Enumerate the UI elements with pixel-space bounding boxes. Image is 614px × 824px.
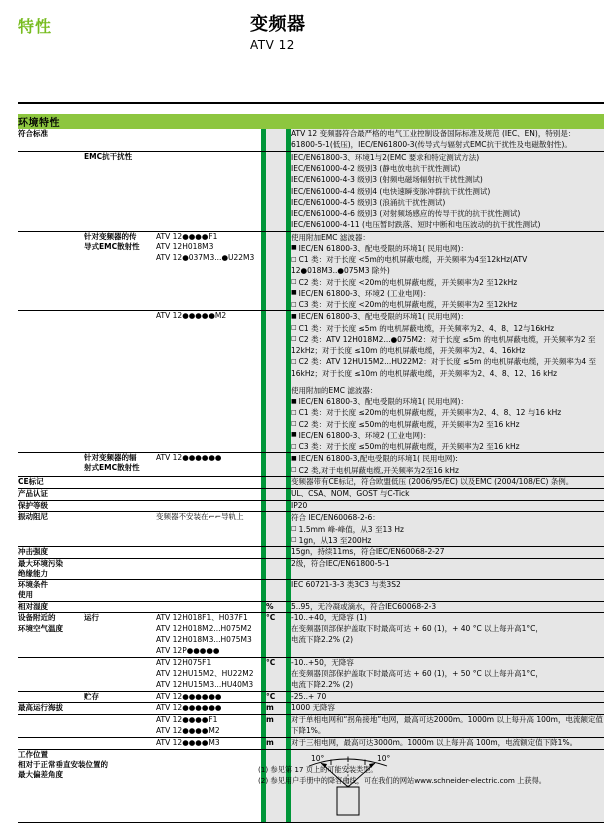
table-row <box>18 500 604 512</box>
row-label-standards: 符合标准 <box>18 129 48 138</box>
table-row <box>18 488 604 500</box>
temp-line: -10..+40，无降容 (1) <box>291 613 367 623</box>
emc-line: IEC/EN61000-4-2 级别3 (静电放电抗干扰性测试) <box>291 164 461 173</box>
row-mode-store: 贮存 <box>84 691 99 701</box>
row-refs-storage <box>156 691 261 703</box>
table-row <box>18 476 604 488</box>
unit-cell <box>266 231 286 311</box>
tilt-angle-left: 10° <box>311 753 325 763</box>
bullet-line <box>291 441 604 452</box>
ref-item: ATV 12●●●●M3 <box>156 738 220 747</box>
row-sublabel-conducted-emc <box>84 231 156 311</box>
temp-line: 在变频器顶部保护盖取下时最高可达 + 60 (1)，+ 50 °C 以上每升高1°C， <box>291 668 543 678</box>
bullet-text: C3 类：对于长度 ≤50m的电机屏蔽电缆，开关频率为2 至16 kHz <box>298 442 520 451</box>
row-value-pollution: 2级，符合IEC/EN61800-5-1 <box>291 559 604 580</box>
row-unit-ambient-g2: °C <box>266 657 286 691</box>
row-value-radiated-emc <box>291 453 604 477</box>
row-refs-conducted-emc-b <box>156 311 261 453</box>
op-pos-label-l3: 最大偏差角度 <box>18 770 63 780</box>
row-refs-altitude-3 <box>156 738 261 750</box>
bullet-line <box>291 453 604 464</box>
bullet-line <box>291 311 604 322</box>
bullet-text: C2 类：对于长度 <20m的电机屏蔽电缆，开关频率为2 至12kHz <box>298 277 518 287</box>
bullet-text: C1 类：对于长度 ≤20m的电机屏蔽电缆，开关频率为2、4、8、12 与16 kHz <box>298 408 562 418</box>
table-row <box>18 580 604 601</box>
bullet-marker: □ <box>291 255 297 263</box>
row-value-conducted-emc-b <box>291 311 604 453</box>
bullet-line <box>291 407 604 418</box>
row-label-product-cert: 产品认证 <box>18 488 48 498</box>
env-label-l2: 使用 <box>18 590 33 600</box>
bullet-line <box>291 243 604 254</box>
bullet-marker: □ <box>291 466 297 473</box>
spec-table-wrapper <box>18 114 604 823</box>
row-label-spacer <box>18 231 84 311</box>
row-label-spacer <box>18 657 84 691</box>
unit-cell <box>266 500 286 512</box>
footer-rule-cell <box>18 822 604 823</box>
row-refs-vibration: 变频器不安装在⌐⌐导轨上 <box>156 512 244 522</box>
row-sublabel-emc-immunity: EMC抗干扰性 <box>84 151 133 161</box>
temp-line: -10..+50，无降容 <box>291 657 354 667</box>
table-row <box>18 703 604 715</box>
page-title: 变频器 <box>250 14 306 35</box>
bullet-line <box>291 299 604 310</box>
row-value-protection: IP20 <box>291 500 604 512</box>
radiated-emc-label-l1: 针对变频器的辐 <box>84 453 137 463</box>
op-pos-label-l1: 工作位置 <box>18 749 48 759</box>
bullet-text: IEC/EN 61800-3、配电受限的环境1( 民用电网)： <box>298 397 468 406</box>
row-sublabel-spacer <box>84 311 156 453</box>
bullet-line <box>291 535 604 546</box>
row-value-standards <box>291 129 604 151</box>
bullet-line <box>291 323 604 334</box>
bullet-text: C2 类：对于长度 ≤50m的电机屏蔽电缆，开关频率为2 至16 kHz <box>298 419 520 429</box>
row-unit-humidity: % <box>266 601 286 613</box>
bullet-text: C2 类：ATV 12HU15M2...HU22M2：对于长度 ≤5m 的电机屏蔽电缆，开关频率为4 至16kHz；对于长度 ≤10m 的电机屏蔽电缆，开关频率为2、4、8、12、16 kHz <box>291 357 597 378</box>
conducted-emc-label-l1: 针对变频器的传 <box>84 231 137 241</box>
row-label-spacer <box>18 311 84 453</box>
row-value-humidity: 5..95，无冷凝或滴水，符合IEC60068-2-3 <box>291 601 604 613</box>
row-label-spacer <box>18 453 84 477</box>
section-band-title: 环境特性 <box>18 114 604 129</box>
row-refs-altitude-1 <box>156 703 261 715</box>
bullet-marker: □ <box>291 300 297 308</box>
table-row <box>18 512 604 547</box>
bullet-marker: □ <box>291 408 297 416</box>
row-label-pollution <box>18 559 261 580</box>
table-row <box>18 151 604 231</box>
bullet-text: 1.5mm 峰-峰值，从3 至13 Hz <box>298 524 404 534</box>
block-b-intro: 使用附加的EMC 滤波器： <box>291 385 378 395</box>
table-footer-rule <box>18 822 604 823</box>
bullet-text: C1 类：对于长度 <5m的电机屏蔽电缆，开关频率为4至12kHz(ATV 12●018M3..●075M3 除外) <box>291 255 528 276</box>
row-value-storage: -25..+ 70 <box>291 691 604 703</box>
emc-line: IEC/EN61000-4-4 级别4 (电快速瞬变脉冲群抗干扰性测试) <box>291 186 491 196</box>
bullet-line <box>291 277 604 288</box>
ref-item: ATV 12H018M2...H075M2 <box>156 624 252 634</box>
bullet-line <box>291 356 604 379</box>
block-a-intro: 使用附加EMC 滤波器： <box>291 232 370 242</box>
op-pos-label-l2: 相对于正常垂直安装位置的 <box>18 760 108 769</box>
ref-item: ATV 12H075F1 <box>156 657 212 667</box>
table-row <box>18 613 604 658</box>
table-row <box>18 559 604 580</box>
row-refs-ambient-g2 <box>156 657 261 691</box>
standards-line-1: ATV 12 变频器符合最严格的电气工业控制设备国际标准及规范 (IEC、EN)，特别是： <box>291 129 576 138</box>
ref-item: ATV 12●●●●●● <box>156 691 222 701</box>
row-label-altitude: 最高运行海拔 <box>18 703 63 713</box>
unit-cell <box>266 476 286 488</box>
bullet-line <box>291 419 604 430</box>
unit-cell <box>266 151 286 231</box>
table-row <box>18 547 604 559</box>
unit-cell <box>266 580 286 601</box>
row-value-ce-mark: 变频器带有CE标记，符合欧盟低压 (2006/95/EC) 以及EMC (2004/108/EC) 条例。 <box>291 476 604 488</box>
ref-item: ATV 12H018F1、H037F1 <box>156 613 248 623</box>
bullet-text: IEC/EN 61800-3、环境2 (工业电网)： <box>298 288 431 298</box>
page-header <box>0 0 614 100</box>
bullet-marker: □ <box>291 357 297 365</box>
temp-line: 电流下降2.2% (2) <box>291 635 354 645</box>
bullet-text: IEC/EN 61800-3,配电受限的环境1( 民用电网): <box>298 454 458 464</box>
row-refs-radiated-emc <box>156 453 261 477</box>
bullet-marker: □ <box>291 324 297 331</box>
row-unit-ambient-g1: °C <box>266 613 286 658</box>
unit-cell <box>266 129 286 151</box>
bullet-text: C1 类：对于长度 ≤5m 的电机屏蔽电缆，开关频率为2、4、8、12与16kHz <box>298 323 555 333</box>
bullet-line <box>291 430 604 441</box>
row-label-spacer <box>18 691 84 703</box>
unit-cell <box>266 559 286 580</box>
row-label-vibration: 振动阻尼 <box>18 512 48 522</box>
bullet-line <box>291 254 604 277</box>
env-label-l1: 环境条件 <box>18 580 48 590</box>
pollution-label-l1: 最大环境污染 <box>18 559 63 568</box>
row-value-ambient-g2 <box>291 657 604 691</box>
bullet-text: C2 类,对于电机屏蔽电缆,开关频率为2至16 kHz <box>298 465 459 475</box>
table-row <box>18 715 604 738</box>
conducted-emc-label-l2: 导式EMC散射性 <box>84 241 140 251</box>
bullet-line <box>291 288 604 299</box>
bullet-text: 1gn，从13 至200Hz <box>298 535 372 545</box>
row-unit-storage: °C <box>266 691 286 703</box>
bullet-marker: ■ <box>291 312 297 320</box>
title-block <box>250 10 306 52</box>
row-unit-altitude-1: m <box>266 703 286 715</box>
ambient-label-l1: 设备附近的 <box>18 613 56 623</box>
table-row <box>18 601 604 613</box>
emc-line: IEC/EN61000-4-11 (电压暂时跌落、短时中断和电压波动的抗干扰性测试) <box>291 220 541 230</box>
footnotes <box>258 765 608 787</box>
emc-line: IEC/EN61000-4-6 级别3 (对射频场感应的传导干扰的抗干扰性测试) <box>291 209 521 218</box>
bullet-marker: □ <box>291 278 297 285</box>
row-unit-altitude-3: m <box>266 738 286 750</box>
standards-line-2: 61800-5-1(低压)，IEC/EN61800-3(传导式与辐射式EMC抗干扰性及电磁散射性)。 <box>291 139 572 149</box>
row-sublabel-radiated-emc <box>84 453 156 477</box>
row-label-operating-position <box>18 749 261 822</box>
radiated-emc-label-l2: 射式EMC散射性 <box>84 463 140 473</box>
unit-cell <box>266 488 286 500</box>
bullet-text: IEC/EN 61800-3、配电受限的环境1( 民用电网)： <box>298 243 468 253</box>
bullet-marker: □ <box>291 335 297 343</box>
ref-item: ATV 12●●●●F1 <box>156 715 218 725</box>
bullet-line <box>291 524 604 535</box>
bullet-marker: ■ <box>291 397 297 405</box>
bullet-marker: ■ <box>291 289 297 297</box>
row-label-protection: 保护等级 <box>18 500 48 510</box>
row-label-ambient-temp <box>18 613 84 658</box>
table-row <box>18 231 604 311</box>
ambient-label-l2: 环境空气温度 <box>18 623 63 633</box>
row-label-ce-mark: CE标记 <box>18 476 44 486</box>
unit-cell <box>266 547 286 559</box>
bullet-marker: ■ <box>291 431 297 439</box>
bullet-marker: □ <box>291 420 297 427</box>
spec-table <box>18 114 604 823</box>
bullet-line <box>291 334 604 357</box>
section-band <box>18 114 604 129</box>
ref-item: ATV 12●●●●●M2 <box>156 311 227 321</box>
bullet-marker: □ <box>291 442 297 450</box>
row-value-conducted-emc-a <box>291 231 604 311</box>
ref-item: ATV 12●●●●●● <box>156 703 222 713</box>
table-row <box>18 311 604 453</box>
ref-item: ATV 12H018M3...H075M3 <box>156 635 252 645</box>
bullet-marker: ■ <box>291 454 297 462</box>
ref-item: ATV 12●●●●●● <box>156 453 222 463</box>
bullet-marker: □ <box>291 525 297 533</box>
footnote-1: (1) 参见第 17 页上的可能安装类型。 <box>258 765 378 774</box>
row-value-altitude-3: 对于三相电网，最高可达3000m。1000m 以上每升高 100m，电流额定值下降1%。 <box>291 738 604 750</box>
bullet-marker: □ <box>291 536 297 544</box>
row-value-altitude-1: 1000 无降容 <box>291 703 604 715</box>
bullet-text: C2 类：ATV 12H018M2...●075M2：对于长度 ≤5m 的电机屏蔽电缆，开关频率为2 至12kHz；对于长度 ≤10m 的电机屏蔽电缆，开关频率为2、4、16kHz <box>291 334 596 355</box>
ref-item: ATV 12HU15M3...HU40M3 <box>156 679 254 689</box>
bullet-text: C3 类：对于长度 <20m的电机屏蔽电缆，开关频率为2 至12kHz <box>298 300 518 309</box>
vibration-intro: 符合 IEC/EN60068-2-6： <box>291 513 380 523</box>
emc-line: IEC/EN61000-4-5 级别3 (浪涌抗干扰性测试) <box>291 197 446 207</box>
row-value-altitude-2: 对于单相电网和“拐角接地”电网，最高可达2000m。1000m 以上每升高 100m，电流额定值下降1%。 <box>291 715 604 738</box>
table-row <box>18 657 604 691</box>
row-mode-run: 运行 <box>84 613 99 623</box>
temp-line: 在变频器顶部保护盖取下时最高可达 + 60 (1)，+ 40 °C 以上每升高1°C， <box>291 624 543 634</box>
ref-item: ATV 12●●●●F1 <box>156 231 218 241</box>
row-value-product-cert: UL、CSA、NOM、GOST 与C-Tick <box>291 488 604 500</box>
pollution-label-l2: 绝缘能力 <box>18 569 48 579</box>
bullet-line <box>291 396 604 407</box>
ref-item: ATV 12P●●●●● <box>156 646 220 655</box>
ref-item: ATV 12H018M3 <box>156 242 214 252</box>
row-label-spacer <box>18 151 84 231</box>
section-label: 特性 <box>18 17 53 36</box>
row-refs-ambient-g1 <box>156 613 261 658</box>
row-refs-conducted-emc-a <box>156 231 261 311</box>
row-value-env-conditions: IEC 60721-3-3 类3C3 与类3S2 <box>291 580 604 601</box>
unit-cell <box>266 311 286 453</box>
bullet-marker: ■ <box>291 244 297 252</box>
bullet-text: IEC/EN 61800-3、配电受限的环境1( 民用电网)： <box>298 312 468 322</box>
table-row <box>18 453 604 477</box>
ref-item: ATV 12●037M3...●U22M3 <box>156 253 255 263</box>
row-value-emc-immunity <box>291 151 604 231</box>
row-label-shock: 冲击强度 <box>18 547 48 557</box>
unit-cell <box>266 453 286 477</box>
page-subtitle: ATV 12 <box>250 38 295 52</box>
row-label-env-conditions <box>18 580 261 601</box>
bullet-text: IEC/EN 61800-3、环境2 (工业电网)： <box>298 430 431 440</box>
table-row <box>18 738 604 750</box>
row-value-shock: 15gn，持续11ms，符合IEC/EN60068-2-27 <box>291 547 604 559</box>
ref-item: ATV 12HU15M2、HU22M2 <box>156 668 254 678</box>
table-row <box>18 129 604 151</box>
emc-line: IEC/EN61800-3、环境1与2(EMC 要求和特定测试方法) <box>291 152 480 162</box>
temp-line: 电流下降2.2% (2) <box>291 679 354 689</box>
row-mode-spacer <box>84 657 156 691</box>
footnote-2: (2) 参见用户手册中的降容曲线，可在我们的网站www.schneider-electric.com 上获得。 <box>258 775 546 785</box>
row-label-humidity: 相对湿度 <box>18 601 48 611</box>
tilt-angle-right: 10° <box>377 753 391 763</box>
table-row <box>18 691 604 703</box>
ref-item: ATV 12●●●●M2 <box>156 726 220 736</box>
row-unit-altitude-2: m <box>266 715 286 738</box>
emc-line: IEC/EN61000-4-3 级别3 (射频电磁场辐射抗干扰性测试) <box>291 175 483 185</box>
bullet-line <box>291 465 604 476</box>
header-divider <box>18 102 604 104</box>
row-value-ambient-g1 <box>291 613 604 658</box>
row-label-spacer <box>18 715 156 738</box>
unit-cell <box>266 512 286 547</box>
row-label-spacer <box>18 738 156 750</box>
row-refs-altitude-2 <box>156 715 261 738</box>
row-value-vibration <box>291 512 604 547</box>
